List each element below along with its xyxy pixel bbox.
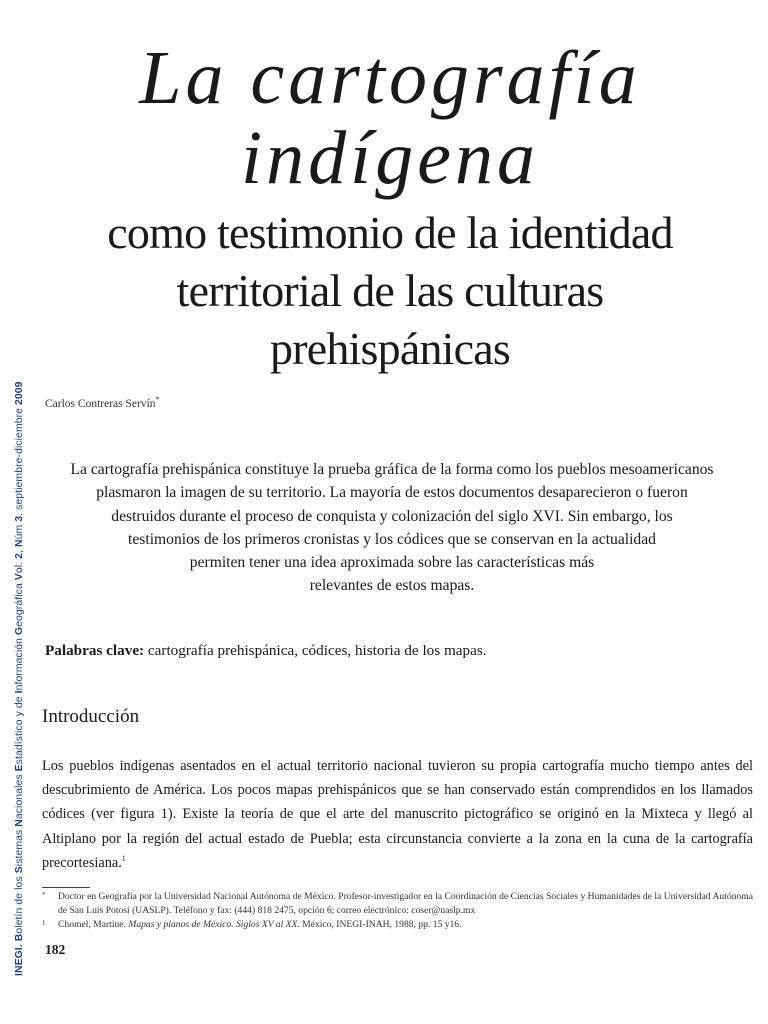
abstract-line: testimonios de los primeros cronistas y los códices que se conservan en la actualidad <box>128 530 656 548</box>
volume-number: 2 <box>14 553 25 559</box>
issue-year: 2009 <box>14 381 25 405</box>
abstract-line: permiten tener una idea aproximada sobre las características más <box>189 554 595 572</box>
issue-number: 3 <box>14 515 25 522</box>
article-title <box>40 38 740 198</box>
keywords-label: Palabras clave: <box>45 642 145 659</box>
footnote <box>42 890 753 918</box>
banner-text: úm <box>14 524 25 540</box>
author-footnote-mark: * <box>155 395 160 405</box>
footnote-text: México, INEGI-INAH, 1988, pp. 15 y16. <box>299 919 462 930</box>
org-name: INEGI. <box>14 944 25 976</box>
banner-cap: S <box>14 866 25 874</box>
banner-text: istemas <box>14 826 25 867</box>
issue-period: septiembre-diciembre <box>14 407 25 510</box>
banner-text: oletín de los <box>14 873 25 934</box>
banner-text: nformación <box>14 635 25 691</box>
keywords <box>45 642 487 660</box>
title-line-2: indígena <box>241 116 539 200</box>
subtitle-line-1: como testimonio de la identidad <box>107 207 673 258</box>
body-paragraph <box>42 754 753 875</box>
paragraph-text: Los pueblos indígenas asentados en el actual territorio nacional tuvieron su propia cartografía mucho tiempo antes del descubrimiento de América. Los pocos mapas prehispánicos que se han conservado están comprendidos en los llamados códices (ver figura 1). Existe la teoría de que el arte del manuscrito pictográfico se originó en la Mixteca y llegó al Altiplano por la región del actual estado de Puebla; esta circunstancia convierte a la zona en la cuna de la cartografía precortesiana. <box>42 758 753 871</box>
banner-text: eográfica <box>14 580 25 627</box>
abstract-line: La cartografía prehispánica constituye la prueba gráfica de la forma como los pueblos mesoamericanos <box>70 461 714 478</box>
abstract <box>42 458 742 598</box>
section-heading: Introducción <box>42 706 140 727</box>
footnote-book-title: Mapas y planos de México. Siglos XV al XX. <box>128 919 300 930</box>
banner-cap: B <box>14 933 25 942</box>
banner-cap: N <box>14 819 25 827</box>
banner-cap: N <box>14 539 25 548</box>
footnote-divider <box>42 887 90 888</box>
author-name: Carlos Contreras Servín <box>45 398 156 410</box>
abstract-line: destruidos durante el proceso de conquista y colonización del siglo XVI. Sin embargo, los <box>111 507 673 525</box>
banner-cap: I <box>14 690 25 694</box>
author-byline <box>45 395 160 410</box>
footnotes <box>42 890 753 932</box>
abstract-line: relevantes de estos mapas. <box>309 577 475 595</box>
banner-text: ol. <box>14 558 25 574</box>
footnote <box>42 918 753 932</box>
journal-citation: INEGI. Boletín de los Sistemas Nacionales Estadístico y de Información Geográfica Vol. 2, Núm 3. septiembre-diciembre 2009 <box>14 381 25 976</box>
banner-text: acionales <box>14 771 25 820</box>
title-line-1: La cartografía <box>139 36 641 120</box>
footnote-text: Doctor en Geografía por la Universidad Nacional Autónoma de México. Profesor-investigador en la Coordinación de Ciencias Sociales y Humanidades de la Universidad Autónoma de San Luis Potosí (UASLP). Teléfono y fax: (444) 818 2475, opción 6; correo electrónico: coser@uaslp.mx <box>58 891 753 916</box>
journal-side-banner <box>8 286 32 976</box>
footnote-text: Chomel, Martine. <box>58 919 129 930</box>
banner-text: stadístico y de <box>14 693 25 765</box>
article-subtitle <box>40 204 740 378</box>
banner-cap: V <box>14 573 25 581</box>
subtitle-line-2: territorial de las culturas <box>176 265 604 316</box>
keywords-text: cartografía prehispánica, códices, historia de los mapas. <box>144 642 487 659</box>
banner-cap: E <box>14 764 25 772</box>
footnote-mark: * <box>42 891 46 899</box>
subtitle-line-3: prehispánicas <box>270 323 510 374</box>
footnote-mark: 1 <box>42 919 46 927</box>
page-number: 182 <box>45 942 66 957</box>
footnote-reference: 1 <box>121 854 126 864</box>
banner-cap: G <box>14 626 25 636</box>
abstract-line: plasmaron la imagen de su territorio. La mayoría de estos documentos desaparecieron o fueron <box>96 484 688 502</box>
